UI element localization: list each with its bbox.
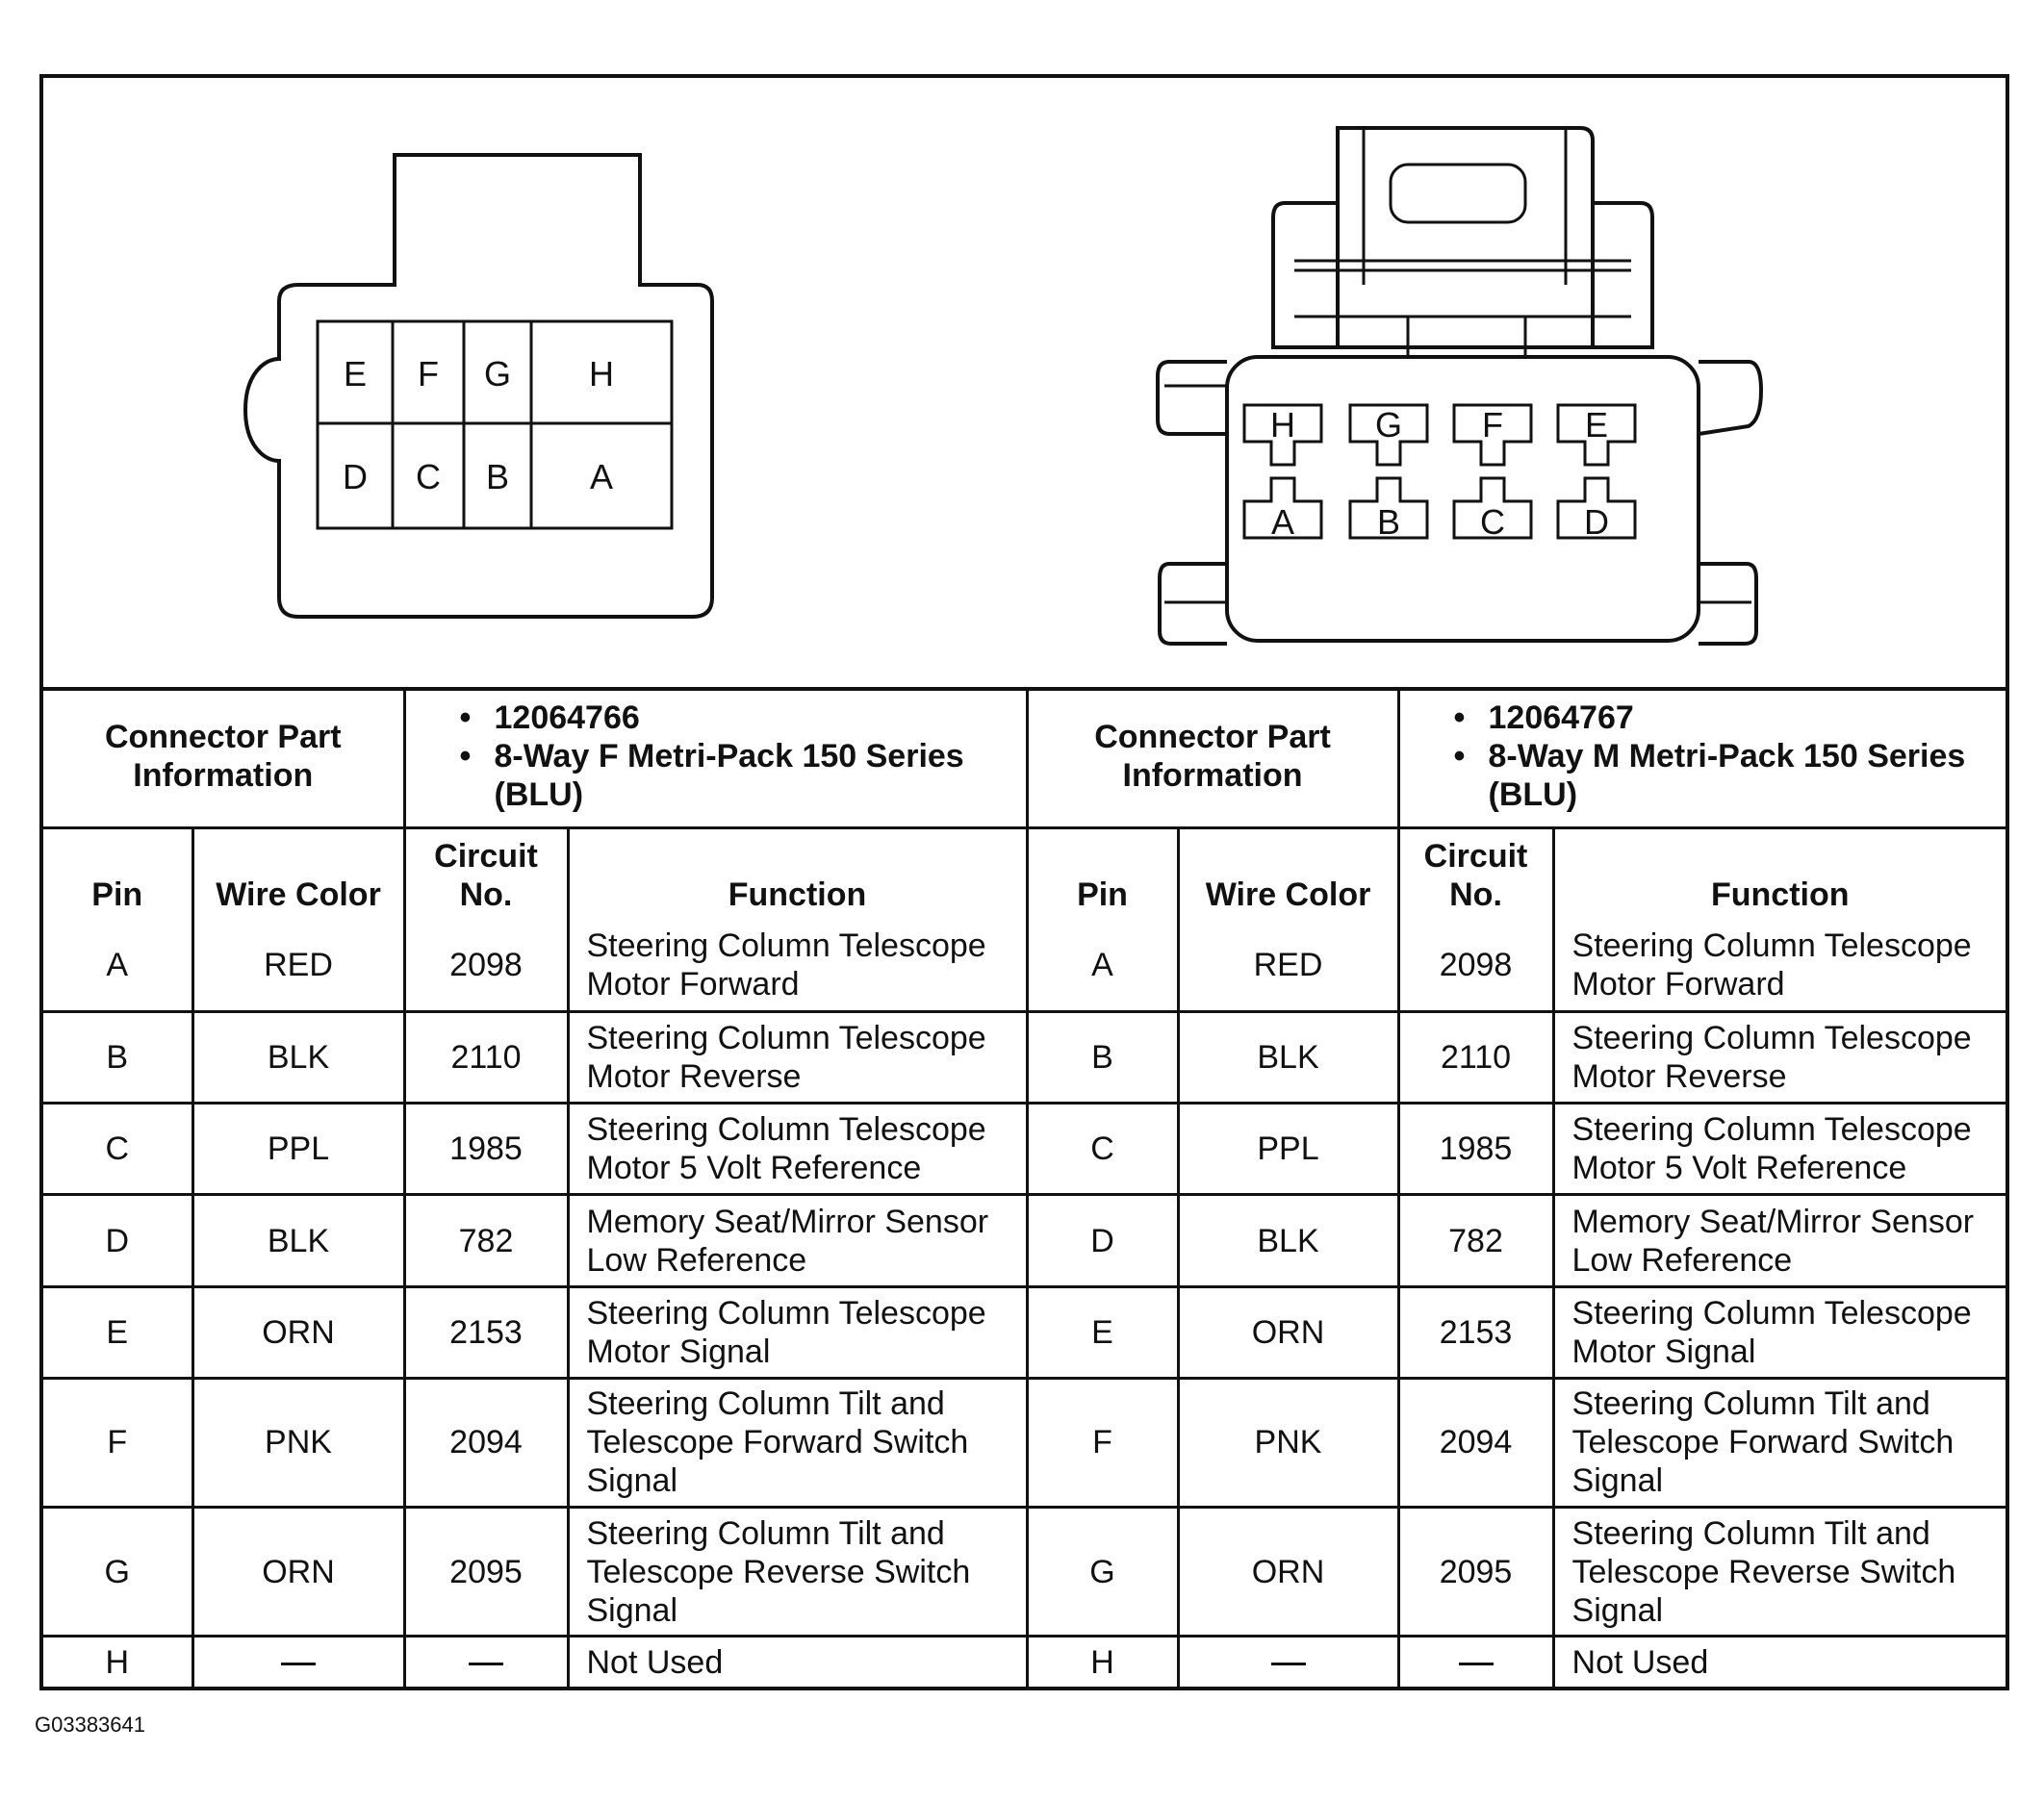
pin-cell: F [1027,1378,1178,1507]
circuit-cell: 782 [1398,1195,1553,1286]
header-function: Function [1553,827,2006,920]
table-row [43,1104,2006,1195]
circuit-cell: 2094 [1398,1378,1553,1507]
header-circuit-no: Circuit No. [404,827,568,920]
connector-drawings [43,78,2006,691]
pin-cell: D [1027,1195,1178,1286]
function-cell: Steering Column Tilt and Telescope Forward Switch Signal [1553,1378,2006,1507]
circuit-cell: 2110 [1398,1012,1553,1104]
diagram-frame [39,74,2009,1690]
pin-cell: G [1027,1508,1178,1637]
female-pin-label: E [343,354,368,394]
pin-cell: E [1027,1286,1178,1378]
figure-id: G03383641 [35,1713,145,1737]
function-cell: Steering Column Telescope Motor Forward [568,920,1027,1011]
header-wire-color: Wire Color [1178,827,1398,920]
not-applicable-dash [1459,1663,1494,1665]
circuit-cell [1398,1637,1553,1687]
wire-color-cell: BLK [1178,1012,1398,1104]
function-cell: Steering Column Tilt and Telescope Forward Switch Signal [568,1378,1027,1507]
wire-color-cell: PNK [192,1378,404,1507]
pin-cell: H [43,1637,192,1687]
function-cell: Steering Column Telescope Motor 5 Volt Reference [1553,1104,2006,1195]
female-pin-label: B [485,457,510,496]
circuit-cell: 2094 [404,1378,568,1507]
wire-color-cell: PPL [1178,1104,1398,1195]
male-pin-label: B [1376,502,1401,542]
wire-color-cell: RED [1178,920,1398,1011]
male-pin-label: A [1270,502,1295,542]
male-connector-latch [1338,128,1593,347]
circuit-cell: 2110 [404,1012,568,1104]
not-applicable-dash [281,1663,316,1665]
function-cell: Steering Column Telescope Motor Signal [568,1286,1027,1378]
table-row [43,920,2006,1011]
pin-rows [43,920,2006,1687]
pin-cell: A [1027,920,1178,1011]
function-cell: Steering Column Tilt and Telescope Reverse Switch Signal [568,1508,1027,1637]
function-cell: Steering Column Telescope Motor Forward [1553,920,2006,1011]
male-pin-cavities [1244,405,1635,538]
circuit-cell: 1985 [1398,1104,1553,1195]
left-part-number: • 12064766 [460,698,1016,737]
right-part-number: • 12064767 [1454,698,1997,737]
header-circuit-no: Circuit No. [1398,827,1553,920]
male-connector-drawing [1158,128,1761,644]
function-cell: Steering Column Tilt and Telescope Reverse Switch Signal [1553,1508,2006,1637]
wire-color-cell: PNK [1178,1378,1398,1507]
female-pin-labels [343,354,614,496]
pin-cell: F [43,1378,192,1507]
female-pin-label: H [589,354,614,394]
table-row [43,1637,2006,1687]
female-pin-label: A [589,457,614,496]
function-cell: Memory Seat/Mirror Sensor Low Reference [1553,1195,2006,1286]
female-connector-drawing [245,155,712,617]
column-header-row [43,827,2006,920]
header-pin: Pin [1027,827,1178,920]
wire-color-cell: BLK [1178,1195,1398,1286]
right-connector-type: • 8-Way M Metri-Pack 150 Series (BLU) [1454,737,1997,814]
function-cell: Steering Column Telescope Motor 5 Volt Reference [568,1104,1027,1195]
male-connector-body [1227,357,1699,641]
not-applicable-dash [469,1663,503,1665]
circuit-cell: 2095 [1398,1508,1553,1637]
right-connector-info-label: Connector Part Information [1027,687,1398,827]
wire-color-cell: BLK [192,1012,404,1104]
wire-color-cell: ORN [1178,1508,1398,1637]
circuit-cell: 2095 [404,1508,568,1637]
pin-cell: A [43,920,192,1011]
pin-cell: C [43,1104,192,1195]
pin-cell: E [43,1286,192,1378]
male-pin-label: G [1374,405,1403,444]
wire-color-cell: RED [192,920,404,1011]
connector-drawings-svg [43,78,2006,687]
female-pin-label: F [418,354,439,394]
right-connector-info-details [1398,687,2006,827]
pin-cell: D [43,1195,192,1286]
wire-color-cell: BLK [192,1195,404,1286]
circuit-cell: 2098 [1398,920,1553,1011]
pin-cell: B [43,1012,192,1104]
male-pin-label: D [1584,502,1609,542]
function-cell: Not Used [568,1637,1027,1687]
male-pin-label: F [1482,405,1503,444]
male-pin-label: H [1270,405,1295,444]
female-pin-label: G [483,354,512,394]
connector-info-row [43,687,2006,827]
wire-color-cell [1178,1637,1398,1687]
circuit-cell: 2098 [404,920,568,1011]
wire-color-cell: ORN [1178,1286,1398,1378]
pinout-table [43,687,2006,1687]
female-pin-label: C [416,457,441,496]
table-row [43,1508,2006,1637]
circuit-cell: 1985 [404,1104,568,1195]
wire-color-cell: ORN [192,1508,404,1637]
wire-color-cell: PPL [192,1104,404,1195]
function-cell: Steering Column Telescope Motor Reverse [568,1012,1027,1104]
pin-cell: B [1027,1012,1178,1104]
table-row [43,1012,2006,1104]
left-connector-type: • 8-Way F Metri-Pack 150 Series (BLU) [460,737,1016,814]
circuit-cell: 782 [404,1195,568,1286]
table-row [43,1378,2006,1507]
left-connector-info-label: Connector Part Information [43,687,404,827]
female-connector-body [245,155,712,617]
wire-color-cell: ORN [192,1286,404,1378]
pin-cell: G [43,1508,192,1637]
function-cell: Steering Column Telescope Motor Signal [1553,1286,2006,1378]
not-applicable-dash [1271,1663,1306,1665]
male-pin-label: C [1480,502,1505,542]
female-pin-label: D [343,457,368,496]
function-cell: Steering Column Telescope Motor Reverse [1553,1012,2006,1104]
left-connector-info-details [404,687,1027,827]
wire-color-cell [192,1637,404,1687]
header-wire-color: Wire Color [192,827,404,920]
circuit-cell [404,1637,568,1687]
function-cell: Memory Seat/Mirror Sensor Low Reference [568,1195,1027,1286]
pin-cell: H [1027,1637,1178,1687]
table-row [43,1195,2006,1286]
circuit-cell: 2153 [1398,1286,1553,1378]
table-row [43,1286,2006,1378]
pin-cell: C [1027,1104,1178,1195]
function-cell: Not Used [1553,1637,2006,1687]
circuit-cell: 2153 [404,1286,568,1378]
header-function: Function [568,827,1027,920]
header-pin: Pin [43,827,192,920]
male-pin-label: E [1584,405,1609,444]
